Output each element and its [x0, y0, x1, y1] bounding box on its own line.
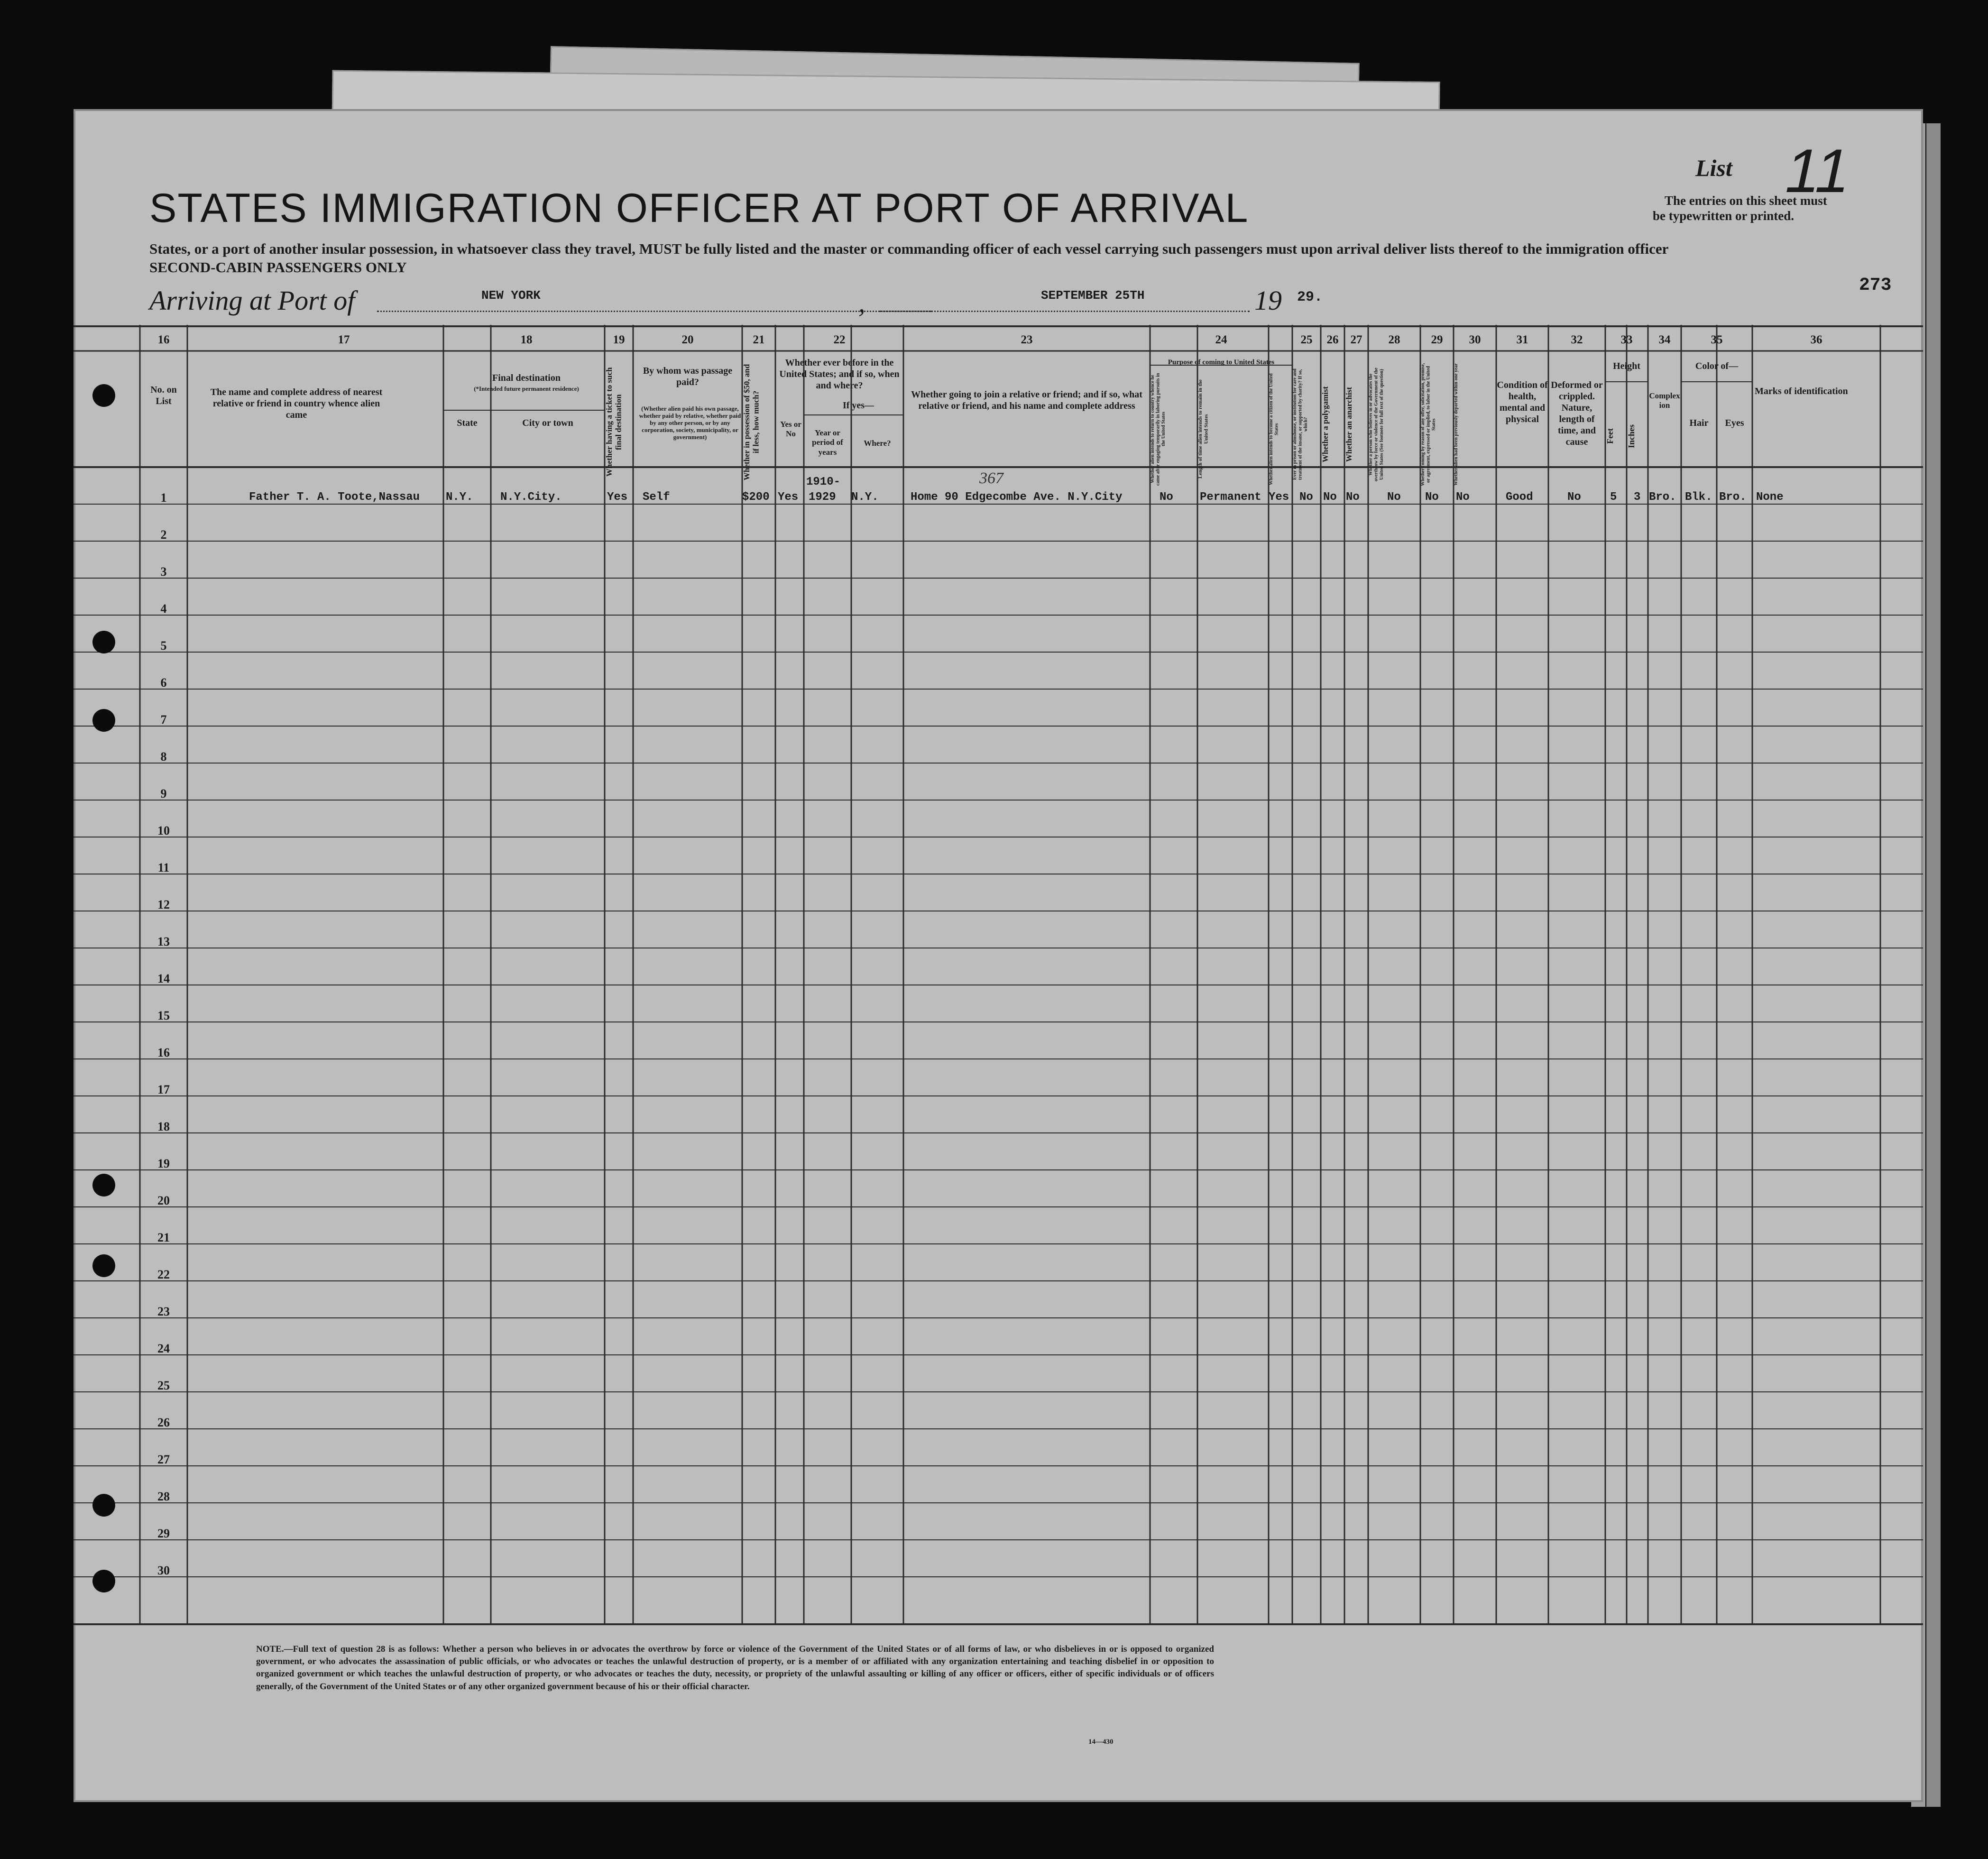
header-deported: Whether alien had been previously deported within one year — [1454, 363, 1459, 486]
row-number: 30 — [157, 1564, 170, 1577]
header-relative-address: The name and complete address of nearest relative or friend in country whence alien came — [210, 387, 383, 420]
column-number: 25 — [1300, 333, 1313, 346]
row-number: 11 — [157, 861, 170, 874]
row-number: 5 — [160, 639, 167, 653]
column-number: 34 — [1658, 333, 1671, 346]
header-before-us: Whether ever before in the United States; and if so, when and where? — [779, 358, 900, 391]
row-number: 1 — [160, 491, 167, 505]
row-number: 6 — [160, 676, 167, 690]
header-feet: Feet — [1605, 428, 1615, 444]
header-final-destination-note: (*Intended future permanent residence) — [474, 385, 579, 392]
punch-hole — [92, 384, 115, 407]
cell-marks: None — [1756, 491, 1784, 504]
punch-hole — [92, 631, 115, 653]
header-eyes: Eyes — [1725, 418, 1744, 428]
row-number: 18 — [157, 1120, 170, 1133]
header-prison: Ever in prison or almshouse, or institution for care and treatment of the insane, or supported by charity? If so, which? — [1292, 368, 1308, 480]
cell-state: N.Y. — [446, 491, 473, 504]
header-labor-offer: Whether coming by reason of any offer, solicitation, promise, or agreement, expressed or implied, to labor in the United States — [1420, 363, 1436, 486]
header-health: Condition of health, mental and physical — [1497, 380, 1548, 424]
cell-paid-by: Self — [643, 491, 670, 504]
cell-before-us: Yes — [778, 491, 799, 504]
column-number: 21 — [753, 333, 765, 346]
row-number: 20 — [157, 1194, 170, 1207]
cell-years: 1910- — [806, 476, 841, 488]
cell-prison: No — [1299, 491, 1313, 504]
table-grid — [74, 325, 1923, 1662]
cell-money: $200 — [742, 491, 770, 504]
row-number: 2 — [160, 528, 167, 542]
cell-health: Good — [1506, 491, 1533, 504]
header-inches: Inches — [1627, 424, 1636, 449]
punch-hole — [92, 709, 115, 732]
column-number: 20 — [681, 333, 694, 346]
header-list-number: No. on List — [150, 385, 177, 406]
row-number: 26 — [157, 1416, 170, 1429]
column-number: 35 — [1711, 333, 1723, 346]
column-number: 28 — [1388, 333, 1400, 346]
cell-inches: 3 — [1634, 491, 1641, 504]
header-joining: Whether going to join a relative or friend; and if so, what relative or friend, and his name and complete address — [911, 389, 1142, 411]
cell-deformed: No — [1567, 491, 1581, 504]
cell-city: N.Y.City. — [500, 491, 562, 504]
row-number: 29 — [157, 1527, 170, 1540]
sheet-edge — [1926, 123, 1941, 1807]
header-instructions: States, or a port of another insular possession, in whatsoever class they travel, MUST be fully listed and the master or commanding officer of each vessel carrying such passengers must upon arrival deliver lists thereof to the immigration officer — [149, 240, 1669, 257]
column-number: 24 — [1215, 333, 1227, 346]
header-where: Where? — [864, 439, 891, 448]
comma: , — [858, 287, 865, 318]
column-number: 16 — [157, 333, 170, 346]
column-number: 30 — [1469, 333, 1481, 346]
column-number: 22 — [833, 333, 846, 346]
column-number: 31 — [1516, 333, 1528, 346]
punch-hole — [92, 1174, 115, 1196]
column-number: 18 — [520, 333, 533, 346]
cell-complexion: Bro. — [1649, 491, 1676, 504]
cell-relative: Father T. A. Toote,Nassau — [249, 491, 420, 504]
row-number: 3 — [160, 565, 167, 579]
row-number: 23 — [157, 1305, 170, 1318]
page-number: 273 — [1859, 275, 1892, 295]
header-return-intent: Whether alien intends to return to country whence he came after engaging temporarily in laboring pursuits in the United States — [1150, 373, 1166, 486]
cell-citizen: Yes — [1269, 491, 1289, 504]
header-year: Year or period of years — [812, 428, 843, 457]
arriving-label: Arriving at Port of — [149, 285, 355, 316]
header-overthrow: Whether a person who believes in or advocates the overthrow by force or violence of the Government of the United States (See footnote for full text of the question) — [1368, 368, 1384, 481]
cell-anarchist: No — [1346, 491, 1360, 504]
header-passage-note: (Whether alien paid his own passage, whether paid by relative, whether paid by any other person, or by any corporation, society, municipality, or government) — [639, 405, 741, 441]
port-value: NEW YORK — [481, 288, 541, 303]
row-number: 16 — [157, 1046, 170, 1059]
header-purpose: Purpose of coming to United States — [1168, 359, 1275, 366]
punch-hole — [92, 1254, 115, 1277]
row-number: 7 — [160, 713, 167, 727]
column-number: 23 — [1021, 333, 1033, 346]
header-yes-no: Yes or No — [780, 420, 801, 439]
cell-joining: Home 90 Edgecombe Ave. N.Y.City — [911, 491, 1123, 504]
cell-polygamist: No — [1323, 491, 1337, 504]
header-height: Height — [1613, 361, 1640, 371]
cell-length-stay: Permanent — [1200, 491, 1261, 504]
cell-years: 1929 — [809, 491, 836, 504]
header-length-stay: Length of time alien intends to remain in the United States — [1197, 379, 1209, 479]
row-number: 21 — [157, 1231, 170, 1244]
header-polygamist: Whether a polygamist — [1321, 386, 1330, 463]
list-number: 11 — [1779, 136, 1858, 205]
row-number: 10 — [157, 824, 170, 837]
cell-labor-offer: No — [1425, 491, 1439, 504]
handwritten-note: 367 — [979, 469, 1003, 487]
arrival-date: SEPTEMBER 25TH — [1041, 288, 1145, 303]
header-hair: Hair — [1689, 418, 1709, 428]
row-number: 13 — [157, 935, 170, 948]
punch-hole — [92, 1494, 115, 1517]
column-number: 19 — [613, 333, 625, 346]
cell-return-intent: No — [1160, 491, 1173, 504]
row-number: 9 — [160, 787, 167, 801]
column-number: 17 — [338, 333, 350, 346]
header-citizen: Whether alien intends to become a citizen of the United States — [1269, 373, 1279, 485]
port-dotted-line — [377, 311, 932, 312]
row-number: 4 — [160, 602, 167, 616]
date-dotted-line — [880, 311, 1250, 312]
column-number: 29 — [1431, 333, 1443, 346]
column-number: 36 — [1810, 333, 1822, 346]
punch-hole — [92, 1570, 115, 1592]
list-note: The entries on this sheet must — [1665, 193, 1827, 208]
row-number: 17 — [157, 1083, 170, 1096]
row-number: 22 — [157, 1268, 170, 1281]
column-number: 33 — [1620, 333, 1633, 346]
year-suffix: 29. — [1297, 289, 1323, 305]
page-title: STATES IMMIGRATION OFFICER AT PORT OF ARRIVAL — [149, 185, 1249, 231]
header-city: City or town — [522, 418, 573, 428]
column-number: 26 — [1326, 333, 1339, 346]
header-anarchist: Whether an anarchist — [1344, 387, 1353, 462]
cell-hair: Blk. — [1685, 491, 1712, 504]
footnote: NOTE.—Full text of question 28 is as follows: Whether a person who believes in or advocates the overthrow by force or violence of the Government of the United States or of all forms of law, or who disbelieves in or is opposed to organized government, or who advocates the assassination of public officials, or who advocates or teaches the unlawful destruction of property, or is a member of or affiliated with any organization entertaining and teaching disbelief in or opposition to organized government or which teaches the unlawful destruction of property, or who advocates or teaches the duty, necessity, or propriety of the unlawful assaulting or killing of any officer or officers, either of specific individuals or of officers generally, of the Government of the United States or of any other organized government because of his or their official character. — [256, 1644, 1214, 1692]
cell-overthrow: No — [1387, 491, 1401, 504]
header-if-yes: If yes— — [842, 400, 874, 411]
header-ticket: Whether having a ticket to such final destination — [605, 367, 623, 477]
column-number: 32 — [1571, 333, 1583, 346]
header-marks: Marks of identification — [1755, 386, 1848, 396]
cell-eyes: Bro. — [1719, 491, 1747, 504]
list-note: be typewritten or printed. — [1653, 209, 1794, 223]
row-number: 14 — [157, 972, 170, 985]
row-number: 8 — [160, 750, 167, 764]
cell-where: N.Y. — [851, 491, 879, 504]
row-number: 15 — [157, 1009, 170, 1022]
header-passage-paid: By whom was passage paid? — [643, 366, 733, 387]
header-state: State — [457, 418, 478, 428]
row-number: 19 — [157, 1157, 170, 1170]
manifest-page — [74, 109, 1923, 1802]
column-number: 27 — [1350, 333, 1362, 346]
list-label: List — [1695, 155, 1732, 181]
header-final-destination: Final destination — [492, 373, 561, 383]
form-number: 14—430 — [1088, 1738, 1114, 1746]
header-complexion: Complexion — [1649, 391, 1680, 410]
header-money: Whether in possession of $50, and if less, how much? — [742, 364, 761, 480]
row-number: 24 — [157, 1342, 170, 1355]
row-number: 25 — [157, 1379, 170, 1392]
cell-ticket: Yes — [607, 491, 628, 504]
header-deformed: Deformed or crippled. Nature, length of time, and cause — [1551, 380, 1603, 447]
header-color: Color of— — [1695, 361, 1739, 371]
year-prefix: 19 — [1254, 285, 1282, 316]
cell-deported: No — [1456, 491, 1470, 504]
cabin-class: SECOND-CABIN PASSENGERS ONLY — [149, 259, 407, 276]
cell-feet: 5 — [1610, 491, 1617, 504]
row-number: 27 — [157, 1453, 170, 1466]
row-number: 12 — [157, 898, 170, 911]
row-number: 28 — [157, 1490, 170, 1503]
